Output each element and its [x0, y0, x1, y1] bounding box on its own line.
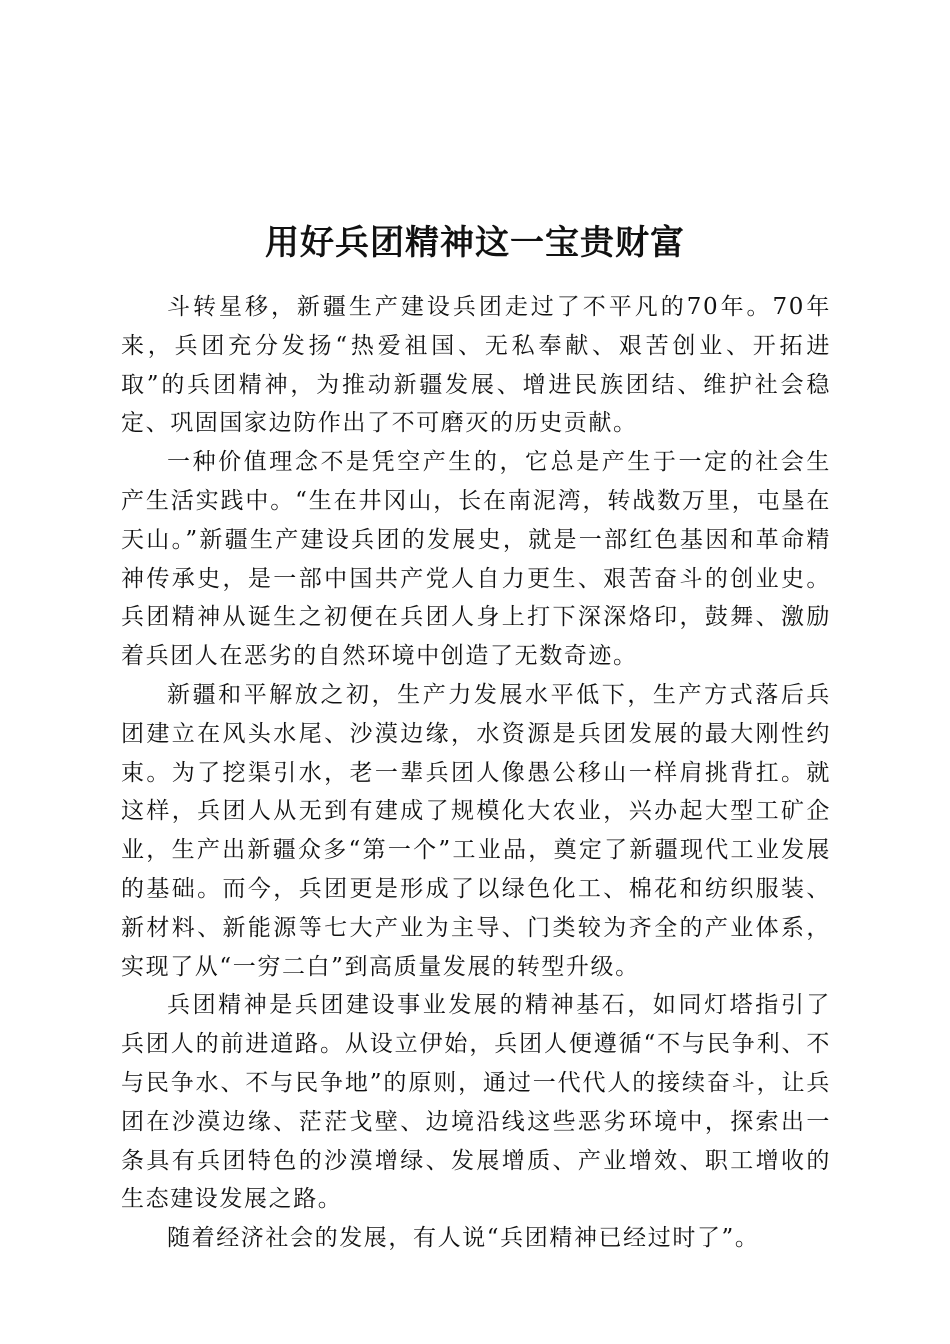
- article-title: 用好兵团精神这一宝贵财富: [265, 222, 685, 263]
- paragraph: 新疆和平解放之初，生产力发展水平低下，生产方式落后兵团建立在风头水尾、沙漠边缘，水资源是兵团发展的最大刚性约束。为了挖渠引水，老一辈兵团人像愚公移山一样肩挑背扛。就这样，兵团人从无到有建成了规模化大农业，兴办起大型工矿企业，生产出新疆众多“第一个”工业品，奠定了新疆现代工业发展的基础。而今，兵团更是形成了以绿色化工、棉花和纺织服装、新材料、新能源等七大产业为主导、门类较为齐全的产业体系，实现了从“一穷二白”到高质量发展的转型升级。: [121, 681, 831, 980]
- article-body: [121, 288, 831, 1258]
- paragraph: 兵团精神是兵团建设事业发展的精神基石，如同灯塔指引了兵团人的前进道路。从设立伊始，兵团人便遵循“不与民争利、不与民争水、不与民争地”的原则，通过一代代人的接续奋斗，让兵团在沙漠边缘、茫茫戈壁、边境沿线这些恶劣环境中，探索出一条具有兵团特色的沙漠增绿、发展增质、产业增效、职工增收的生态建设发展之路。: [121, 992, 831, 1213]
- paragraph: 随着经济社会的发展，有人说“兵团精神已经过时了”。: [167, 1225, 760, 1252]
- paragraph: 斗转星移，新疆生产建设兵团走过了不平凡的70年。70年来，兵团充分发扬“热爱祖国、无私奉献、艰苦创业、开拓进取”的兵团精神，为推动新疆发展、增进民族团结、维护社会稳定、巩固国家边防作出了不可磨灭的历史贡献。: [121, 294, 831, 437]
- paragraph: 一种价值理念不是凭空产生的，它总是产生于一定的社会生产生活实践中。“生在井冈山，长在南泥湾，转战数万里，屯垦在天山。”新疆生产建设兵团的发展史，就是一部红色基因和革命精神传承史，是一部中国共产党人自力更生、艰苦奋斗的创业史。兵团精神从诞生之初便在兵团人身上打下深深烙印，鼓舞、激励着兵团人在恶劣的自然环境中创造了无数奇迹。: [121, 449, 831, 670]
